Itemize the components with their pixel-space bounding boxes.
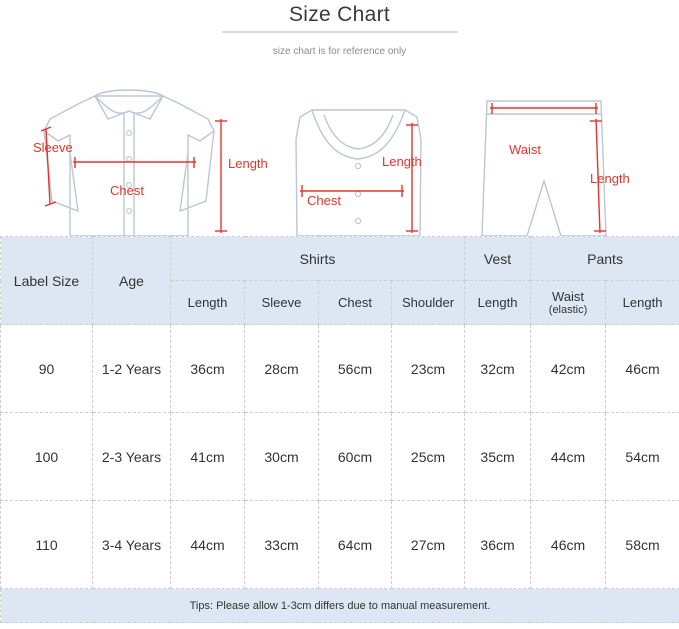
vest-drawing (296, 110, 421, 236)
subheader-pants-waist-text: Waist (552, 288, 585, 304)
cell-age: 2-3 Years (93, 413, 171, 501)
subheader-shirt-length: Length (171, 281, 245, 325)
subheader-vest-length: Length (465, 281, 531, 325)
cell-shirt-chest: 56cm (319, 325, 392, 413)
cell-shirt-length: 44cm (171, 501, 245, 589)
cell-vest-length: 32cm (465, 325, 531, 413)
header-age: Age (93, 237, 171, 325)
shirt-chest-label: Chest (110, 183, 144, 198)
cell-shirt-sleeve: 33cm (245, 501, 319, 589)
cell-age: 3-4 Years (93, 501, 171, 589)
cell-pants-waist: 42cm (531, 325, 606, 413)
header-group-shirts: Shirts (171, 237, 465, 281)
illustration-canvas (0, 61, 679, 236)
header-group-pants: Pants (531, 237, 679, 281)
cell-pants-length: 46cm (606, 325, 679, 413)
cell-age: 1-2 Years (93, 325, 171, 413)
cell-vest-length: 35cm (465, 413, 531, 501)
cell-label-size: 110 (1, 501, 93, 589)
subheader-pants-waist (531, 281, 606, 325)
subheader-pants-length: Length (606, 281, 679, 325)
cell-shirt-chest: 64cm (319, 501, 392, 589)
pants-drawing (482, 101, 606, 236)
pants-length-label: Length (590, 171, 630, 186)
pants-waist-label: Waist (509, 142, 542, 157)
cell-label-size: 90 (1, 325, 93, 413)
page-title: Size Chart (288, 3, 391, 26)
subheader-shirt-sleeve: Sleeve (245, 281, 319, 325)
size-table (0, 236, 679, 623)
cell-shirt-length: 41cm (171, 413, 245, 501)
cell-label-size: 100 (1, 413, 93, 501)
shirt-sleeve-label: Sleeve (33, 140, 73, 155)
header-group-vest: Vest (465, 237, 531, 281)
table-row (1, 413, 679, 501)
pants-measure-lines (490, 103, 606, 233)
shirt-length-label: Length (228, 156, 268, 171)
table-row (1, 501, 679, 589)
tips-text: Tips: Please allow 1-3cm differs due to manual measurement. (1, 589, 679, 623)
cell-pants-waist: 46cm (531, 501, 606, 589)
shirt-drawing (44, 90, 214, 236)
subheader-shirt-chest: Chest (319, 281, 392, 325)
cell-pants-length: 54cm (606, 413, 679, 501)
vest-measure-lines (300, 123, 418, 233)
cell-shirt-shoulder: 25cm (392, 413, 465, 501)
cell-shirt-shoulder: 23cm (392, 325, 465, 413)
header-label-size: Label Size (1, 237, 93, 325)
garment-illustrations (0, 61, 679, 236)
cell-shirt-shoulder: 27cm (392, 501, 465, 589)
cell-shirt-chest: 60cm (319, 413, 392, 501)
cell-shirt-sleeve: 28cm (245, 325, 319, 413)
table-tips-row (1, 589, 679, 623)
table-row (1, 325, 679, 413)
cell-shirt-length: 36cm (171, 325, 245, 413)
page-subtitle: size chart is for reference only (272, 46, 407, 57)
subheader-shirt-shoulder: Shoulder (392, 281, 465, 325)
title-divider (222, 31, 458, 33)
cell-pants-length: 58cm (606, 501, 679, 589)
vest-length-label: Length (382, 154, 422, 169)
table-group-header-row (1, 237, 679, 281)
cell-vest-length: 36cm (465, 501, 531, 589)
cell-pants-waist: 44cm (531, 413, 606, 501)
cell-shirt-sleeve: 30cm (245, 413, 319, 501)
shirt-buttons (127, 131, 132, 214)
vest-buttons (355, 163, 360, 223)
subheader-pants-waist-note: (elastic) (548, 303, 588, 316)
vest-chest-label: Chest (307, 193, 341, 208)
